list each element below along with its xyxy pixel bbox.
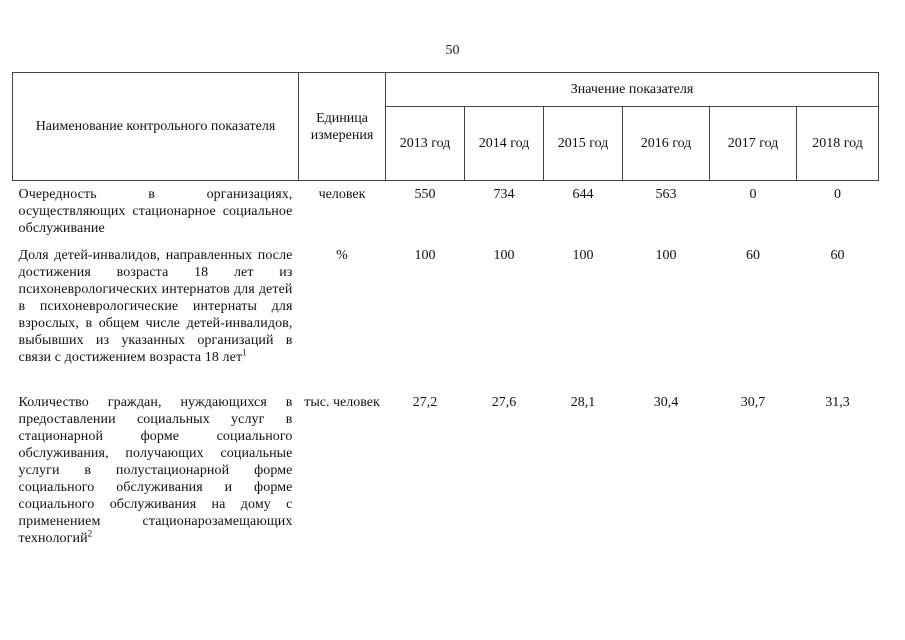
value-cell: 30,4 <box>653 395 679 410</box>
page-number: 50 <box>445 43 460 58</box>
footnote-marker: 2 <box>87 528 93 539</box>
footnote-marker: 1 <box>242 347 247 358</box>
unit-value: тыс. человек <box>304 395 380 410</box>
table-row <box>13 181 879 243</box>
header-value-group: Значение показателя <box>386 73 879 107</box>
value-cell: 27,6 <box>491 395 517 410</box>
unit-value: человек <box>318 187 366 202</box>
header-year: 2013 год <box>386 107 465 181</box>
header-unit: Единица измерения <box>299 73 386 181</box>
value-cell: 31,3 <box>825 395 850 410</box>
value-cell: 100 <box>655 248 677 263</box>
header-year: 2014 год <box>465 107 544 181</box>
value-cell: 100 <box>572 248 594 263</box>
indicator-name: Очередность в организациях, осуществляющих стационарное социальное обслуживание <box>18 187 293 236</box>
kpi-table <box>12 72 879 564</box>
header-year: 2016 год <box>623 107 710 181</box>
value-cell: 550 <box>414 187 436 202</box>
table-row <box>13 389 879 564</box>
value-cell: 0 <box>834 187 842 202</box>
value-cell: 734 <box>493 187 515 202</box>
indicator-name: Количество граждан, нуждающихся в предоставлении социальных услуг в стационарной форме социального обслуживания, получающих социальные услуги в полустационарной форме социального обслуживания и форме социального обслуживания на дому с применением стационарозамещающих технологий$^2$ <box>18 395 293 546</box>
value-cell: 644 <box>572 187 594 202</box>
header-year: 2018 год <box>797 107 879 181</box>
value-cell: 28,1 <box>570 395 596 410</box>
header-year: 2017 год <box>710 107 797 181</box>
header-indicator-name: Наименование контрольного показателя <box>13 73 299 181</box>
value-cell: 60 <box>830 248 845 263</box>
value-cell: 30,7 <box>740 395 766 410</box>
value-cell: 100 <box>493 248 515 263</box>
unit-value: % <box>336 248 348 263</box>
value-cell: 60 <box>746 248 760 263</box>
value-cell: 27,2 <box>412 395 438 410</box>
indicator-name: Доля детей-инвалидов, направленных после достижения возраста 18 лет из психоневрологических интернатов для детей в психоневрологические интернаты для взрослых, в общем числе детей-инвалидов, выбывших из указанных организаций в связи с достижением возраста 18 лет$^1$ <box>18 248 293 365</box>
value-cell: 563 <box>655 187 677 202</box>
table-row <box>13 242 879 389</box>
header-year: 2015 год <box>544 107 623 181</box>
value-cell: 0 <box>749 187 757 202</box>
value-cell: 100 <box>414 248 436 263</box>
